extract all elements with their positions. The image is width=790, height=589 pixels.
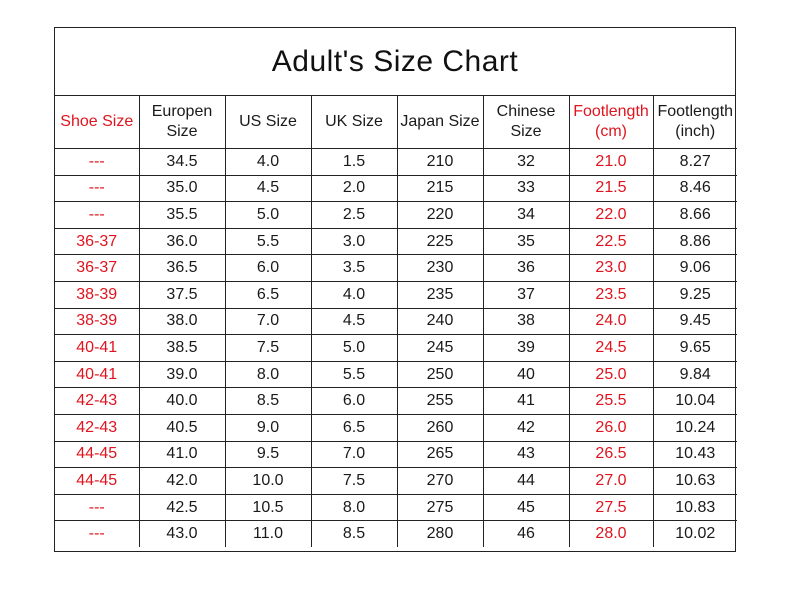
cell-footlength-cm: 23.0: [569, 255, 653, 282]
table-row: [55, 494, 737, 521]
table-row: [55, 388, 737, 415]
cell-chinese-size: 44: [483, 468, 569, 495]
cell-footlength-cm: 22.5: [569, 228, 653, 255]
cell-shoe-size: 38-39: [55, 308, 139, 335]
cell-chinese-size: 45: [483, 494, 569, 521]
cell-footlength-inch: 8.66: [653, 202, 737, 229]
header-japan-size: Japan Size: [397, 96, 483, 149]
cell-footlength-cm: 21.0: [569, 149, 653, 176]
cell-chinese-size: 33: [483, 175, 569, 202]
table-body: [55, 149, 737, 547]
cell-shoe-size: 36-37: [55, 228, 139, 255]
cell-europen-size: 37.5: [139, 281, 225, 308]
cell-footlength-inch: 10.83: [653, 494, 737, 521]
table-row: [55, 308, 737, 335]
cell-uk-size: 4.0: [311, 281, 397, 308]
cell-shoe-size: ---: [55, 521, 139, 547]
cell-uk-size: 7.0: [311, 441, 397, 468]
cell-shoe-size: ---: [55, 202, 139, 229]
cell-uk-size: 3.5: [311, 255, 397, 282]
cell-europen-size: 40.5: [139, 414, 225, 441]
cell-footlength-inch: 10.04: [653, 388, 737, 415]
cell-footlength-cm: 28.0: [569, 521, 653, 547]
cell-japan-size: 220: [397, 202, 483, 229]
cell-chinese-size: 34: [483, 202, 569, 229]
chart-title: Adult's Size Chart: [271, 44, 519, 78]
cell-us-size: 11.0: [225, 521, 311, 547]
header-europen-size: Europen Size: [139, 96, 225, 149]
cell-japan-size: 215: [397, 175, 483, 202]
table-row: [55, 255, 737, 282]
cell-chinese-size: 46: [483, 521, 569, 547]
cell-shoe-size: 36-37: [55, 255, 139, 282]
table-row: [55, 414, 737, 441]
cell-europen-size: 38.5: [139, 335, 225, 362]
header-us-size: US Size: [225, 96, 311, 149]
cell-footlength-cm: 25.0: [569, 361, 653, 388]
cell-japan-size: 265: [397, 441, 483, 468]
cell-footlength-cm: 23.5: [569, 281, 653, 308]
cell-us-size: 6.0: [225, 255, 311, 282]
cell-europen-size: 42.5: [139, 494, 225, 521]
cell-chinese-size: 43: [483, 441, 569, 468]
cell-us-size: 9.5: [225, 441, 311, 468]
cell-uk-size: 6.5: [311, 414, 397, 441]
table-row: [55, 468, 737, 495]
cell-us-size: 6.5: [225, 281, 311, 308]
cell-chinese-size: 32: [483, 149, 569, 176]
cell-europen-size: 36.0: [139, 228, 225, 255]
table-row: [55, 441, 737, 468]
cell-shoe-size: ---: [55, 175, 139, 202]
table-row: [55, 281, 737, 308]
cell-japan-size: 230: [397, 255, 483, 282]
cell-japan-size: 255: [397, 388, 483, 415]
cell-uk-size: 7.5: [311, 468, 397, 495]
header-chinese-size: Chinese Size: [483, 96, 569, 149]
cell-uk-size: 8.5: [311, 521, 397, 547]
cell-us-size: 8.5: [225, 388, 311, 415]
cell-uk-size: 8.0: [311, 494, 397, 521]
header-shoe-size: Shoe Size: [55, 96, 139, 149]
cell-us-size: 5.0: [225, 202, 311, 229]
table-row: [55, 149, 737, 176]
cell-shoe-size: 44-45: [55, 441, 139, 468]
cell-chinese-size: 36: [483, 255, 569, 282]
cell-footlength-cm: 21.5: [569, 175, 653, 202]
cell-japan-size: 210: [397, 149, 483, 176]
table-row: [55, 202, 737, 229]
cell-chinese-size: 41: [483, 388, 569, 415]
header-footlength-cm: Footlength (cm): [569, 96, 653, 149]
size-chart: [54, 27, 736, 552]
cell-uk-size: 6.0: [311, 388, 397, 415]
cell-europen-size: 35.5: [139, 202, 225, 229]
cell-footlength-cm: 22.0: [569, 202, 653, 229]
cell-us-size: 7.0: [225, 308, 311, 335]
cell-footlength-inch: 8.46: [653, 175, 737, 202]
cell-shoe-size: 42-43: [55, 388, 139, 415]
cell-footlength-cm: 27.0: [569, 468, 653, 495]
cell-shoe-size: ---: [55, 494, 139, 521]
cell-europen-size: 35.0: [139, 175, 225, 202]
cell-footlength-cm: 27.5: [569, 494, 653, 521]
cell-footlength-cm: 25.5: [569, 388, 653, 415]
cell-shoe-size: 42-43: [55, 414, 139, 441]
cell-footlength-cm: 24.0: [569, 308, 653, 335]
cell-footlength-inch: 9.65: [653, 335, 737, 362]
cell-uk-size: 3.0: [311, 228, 397, 255]
cell-japan-size: 270: [397, 468, 483, 495]
cell-japan-size: 245: [397, 335, 483, 362]
cell-uk-size: 5.0: [311, 335, 397, 362]
cell-us-size: 9.0: [225, 414, 311, 441]
cell-footlength-cm: 26.5: [569, 441, 653, 468]
header-footlength-inch: Footlength (inch): [653, 96, 737, 149]
cell-footlength-inch: 8.27: [653, 149, 737, 176]
cell-us-size: 10.0: [225, 468, 311, 495]
cell-europen-size: 34.5: [139, 149, 225, 176]
cell-uk-size: 1.5: [311, 149, 397, 176]
header-uk-size: UK Size: [311, 96, 397, 149]
cell-us-size: 5.5: [225, 228, 311, 255]
cell-chinese-size: 40: [483, 361, 569, 388]
title-box: [55, 28, 735, 96]
cell-footlength-inch: 10.02: [653, 521, 737, 547]
table-row: [55, 521, 737, 547]
cell-shoe-size: 38-39: [55, 281, 139, 308]
cell-us-size: 4.0: [225, 149, 311, 176]
table-row: [55, 175, 737, 202]
cell-japan-size: 250: [397, 361, 483, 388]
cell-footlength-inch: 8.86: [653, 228, 737, 255]
table-row: [55, 228, 737, 255]
table-row: [55, 361, 737, 388]
cell-us-size: 10.5: [225, 494, 311, 521]
cell-footlength-cm: 26.0: [569, 414, 653, 441]
cell-chinese-size: 39: [483, 335, 569, 362]
cell-footlength-inch: 9.45: [653, 308, 737, 335]
cell-uk-size: 2.0: [311, 175, 397, 202]
cell-japan-size: 225: [397, 228, 483, 255]
cell-footlength-inch: 10.24: [653, 414, 737, 441]
cell-europen-size: 43.0: [139, 521, 225, 547]
cell-uk-size: 4.5: [311, 308, 397, 335]
cell-europen-size: 42.0: [139, 468, 225, 495]
cell-uk-size: 2.5: [311, 202, 397, 229]
cell-europen-size: 36.5: [139, 255, 225, 282]
cell-shoe-size: 40-41: [55, 335, 139, 362]
cell-shoe-size: ---: [55, 149, 139, 176]
cell-footlength-cm: 24.5: [569, 335, 653, 362]
cell-japan-size: 260: [397, 414, 483, 441]
cell-japan-size: 280: [397, 521, 483, 547]
cell-us-size: 4.5: [225, 175, 311, 202]
table-row: [55, 335, 737, 362]
cell-europen-size: 41.0: [139, 441, 225, 468]
cell-japan-size: 275: [397, 494, 483, 521]
cell-shoe-size: 40-41: [55, 361, 139, 388]
cell-footlength-inch: 9.84: [653, 361, 737, 388]
cell-chinese-size: 38: [483, 308, 569, 335]
cell-chinese-size: 42: [483, 414, 569, 441]
cell-chinese-size: 37: [483, 281, 569, 308]
cell-us-size: 7.5: [225, 335, 311, 362]
size-table: [55, 96, 737, 547]
cell-footlength-inch: 10.43: [653, 441, 737, 468]
cell-japan-size: 235: [397, 281, 483, 308]
cell-footlength-inch: 9.06: [653, 255, 737, 282]
header-row: [55, 96, 737, 149]
cell-footlength-inch: 10.63: [653, 468, 737, 495]
cell-chinese-size: 35: [483, 228, 569, 255]
cell-europen-size: 40.0: [139, 388, 225, 415]
cell-uk-size: 5.5: [311, 361, 397, 388]
cell-us-size: 8.0: [225, 361, 311, 388]
cell-shoe-size: 44-45: [55, 468, 139, 495]
cell-japan-size: 240: [397, 308, 483, 335]
cell-europen-size: 38.0: [139, 308, 225, 335]
cell-footlength-inch: 9.25: [653, 281, 737, 308]
cell-europen-size: 39.0: [139, 361, 225, 388]
